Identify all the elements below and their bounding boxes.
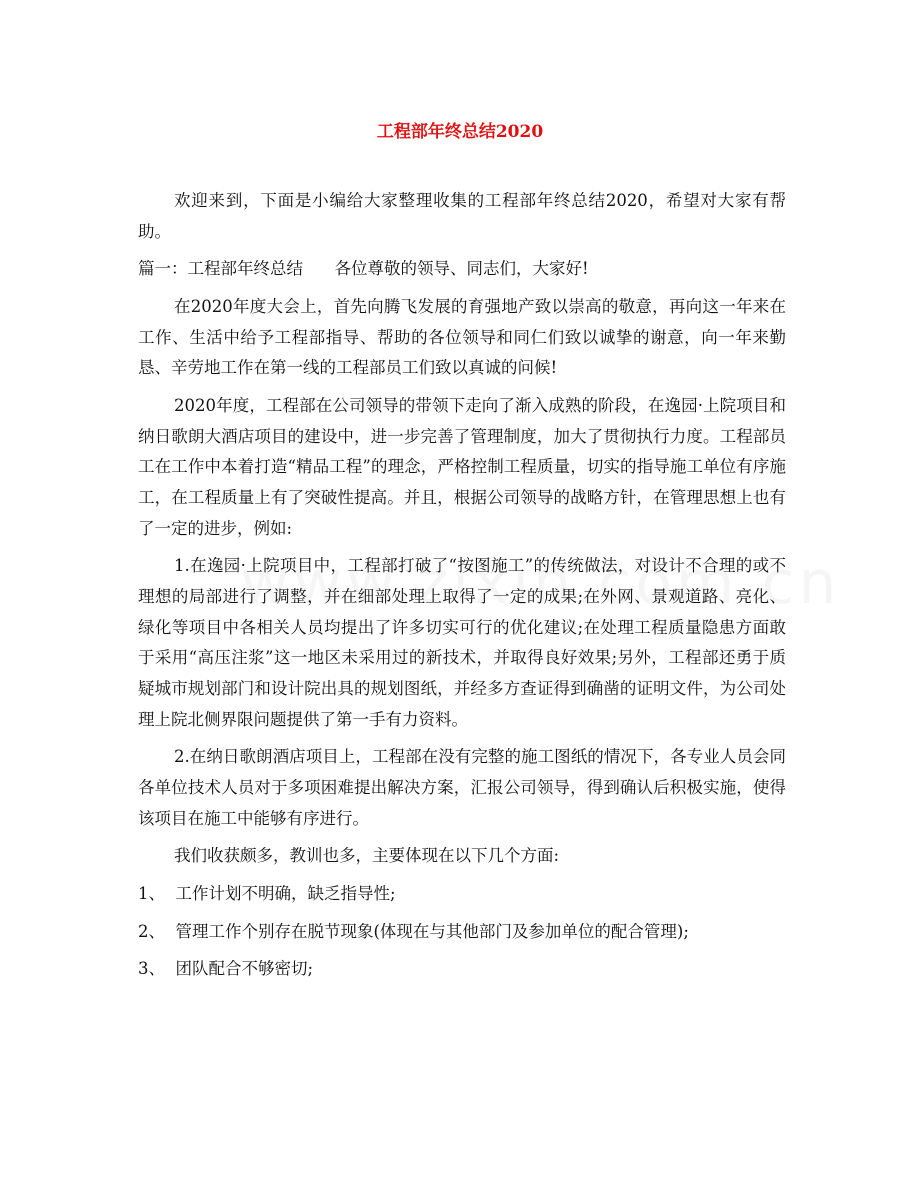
paragraph-2: 2020年度，工程部在公司领导的带领下走向了渐入成熟的阶段，在逸园·上院项目和纳日歌朗大酒店项目的建设中，进一步完善了管理制度，加大了贯彻执行力度。工程部员工在工作中本着打造“精品工程”的理念，严格控制工程质量，切实的指导施工单位有序施工，在工程质量上有了突破性提高。并且，根据公司领导的战略方针，在管理思想上也有了一定的进步，例如: <box>138 395 786 538</box>
list-item: 3、 团队配合不够密切; <box>138 959 314 979</box>
intro-paragraph: 欢迎来到，下面是小编给大家整理收集的工程部年终总结2020，希望对大家有帮助。 <box>138 191 786 241</box>
paragraph-5: 我们收获颇多，教训也多，主要体现在以下几个方面: <box>174 846 560 866</box>
list-item: 1、 工作计划不明确，缺乏指导性; <box>138 884 396 903</box>
document-body <box>138 186 786 985</box>
section-heading: 篇一：工程部年终总结 各位尊敬的领导、同志们，大家好! <box>138 259 589 279</box>
paragraph-3: 1.在逸园·上院项目中，工程部打破了“按图施工”的传统做法，对设计不合理的或不理想的局部进行了调整，并在细部处理上取得了一定的成果;在外网、景观道路、亮化、绿化等项目中各相关人员均提出了许多切实可行的优化建议;在处理工程质量隐患方面敢于采用“高压注浆”这一地区未采用过的新技术，并取得良好效果;另外，工程部还勇于质疑城市规划部门和设计院出具的规划图纸，并经多方查证得到确凿的证明文件，为公司处理上院北侧界限问题提供了第一手有力资料。 <box>138 556 786 729</box>
document-title: 工程部年终总结2020 <box>376 122 544 142</box>
list-item: 2、 管理工作个别存在脱节现象(体现在与其他部门及参加单位的配合管理); <box>138 921 689 941</box>
paragraph-1: 在2020年度大会上，首先向腾飞发展的育强地产致以崇高的敬意，再向这一年来在工作、生活中给予工程部指导、帮助的各位领导和同仁们致以诚挚的谢意，向一年来勤恳、辛劳地工作在第一线的工程部员工们致以真诚的问候! <box>138 296 786 378</box>
paragraph-4: 2.在纳日歌朗酒店项目上，工程部在没有完整的施工图纸的情况下，各专业人员会同各单位技术人员对于多项困难提出解决方案，汇报公司领导，得到确认后积极实施，使得该项目在施工中能够有序进行。 <box>138 747 786 828</box>
